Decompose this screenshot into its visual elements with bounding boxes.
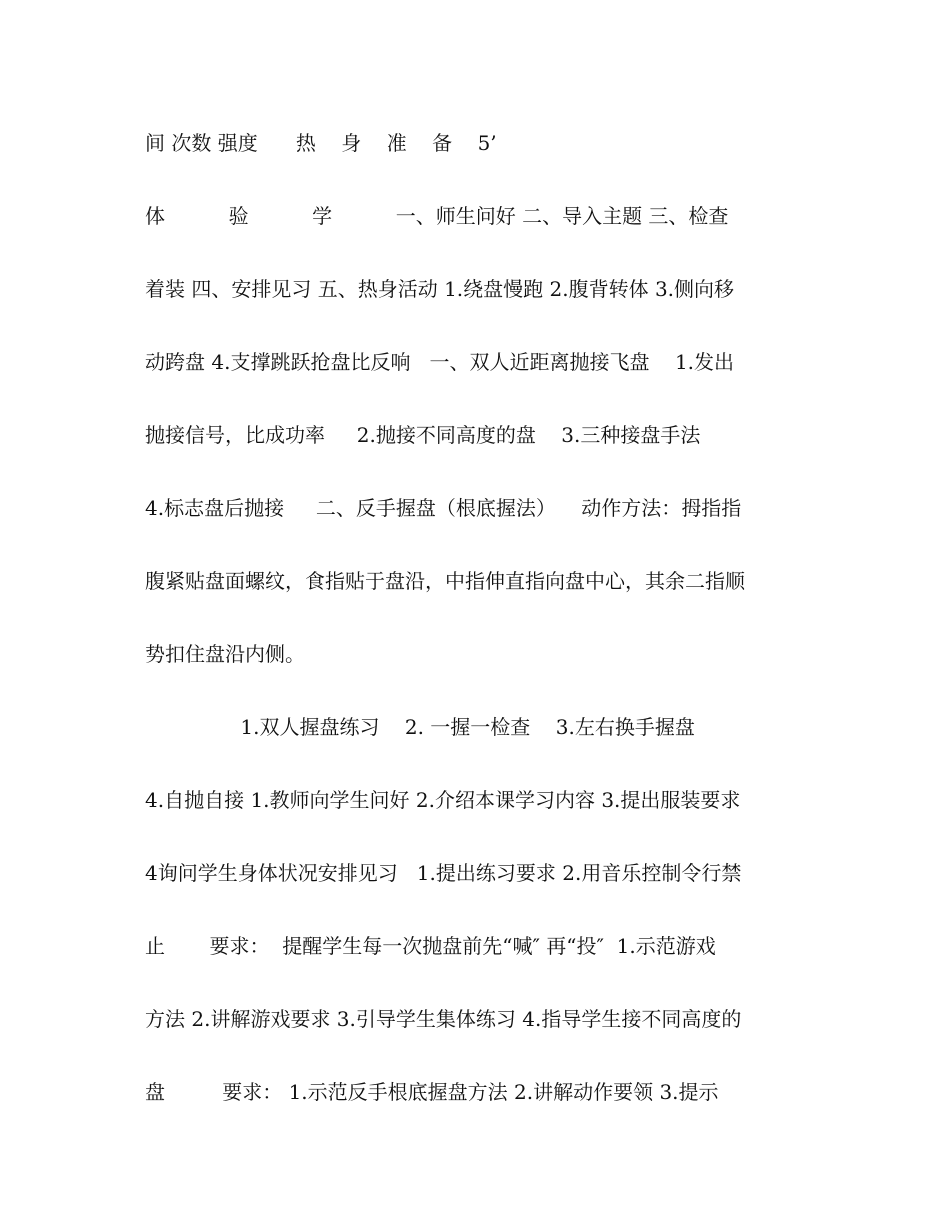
text-line-12: 止 要求： 提醒学生每一次抛盘前先“喊″ 再“投″ 1.示范游戏 <box>145 934 716 958</box>
text-line-9: 1.双人握盘练习 2. 一握一检查 3.左右换手握盘 <box>145 715 695 739</box>
text-line-11: 4询问学生身体状况安排见习 1.提出练习要求 2.用音乐控制令行禁 <box>145 861 742 885</box>
text-line-7: 腹紧贴盘面螺纹，食指贴于盘沿，中指伸直指向盘中心，其余二指顺 <box>145 569 745 593</box>
text-line-6: 4.标志盘后抛接 二、反手握盘（根底握法） 动作方法：拇指指 <box>145 496 742 520</box>
text-line-4: 动跨盘 4.支撑跳跃抢盘比反响 一、双人近距离抛接飞盘 1.发出 <box>145 350 735 374</box>
text-line-8: 势扣住盘沿内侧。 <box>145 642 305 666</box>
text-line-3: 着装 四、安排见习 五、热身活动 1.绕盘慢跑 2.腹背转体 3.侧向移 <box>145 277 735 301</box>
text-line-1: 间 次数 强度 热 身 准 备 5’ <box>145 131 497 155</box>
text-line-10: 4.自抛自接 1.教师向学生问好 2.介绍本课学习内容 3.提出服装要求 <box>145 788 741 812</box>
text-line-2: 体 验 学 一、师生问好 二、导入主题 三、检查 <box>145 204 729 228</box>
text-line-14: 盘 要求： 1.示范反手根底握盘方法 2.讲解动作要领 3.提示 <box>145 1080 719 1104</box>
text-line-13: 方法 2.讲解游戏要求 3.引导学生集体练习 4.指导学生接不同高度的 <box>145 1007 742 1031</box>
text-line-5: 抛接信号，比成功率 2.抛接不同高度的盘 3.三种接盘手法 <box>145 423 701 447</box>
